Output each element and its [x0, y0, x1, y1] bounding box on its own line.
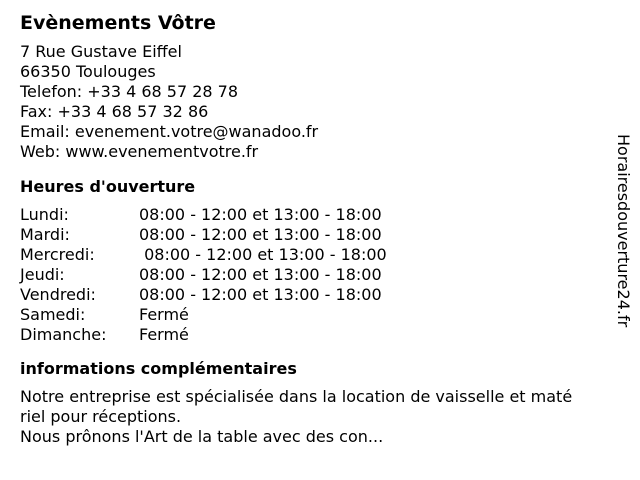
day-hours: Fermé [139, 325, 189, 344]
day-hours: 08:00 - 12:00 et 13:00 - 18:00 [139, 285, 382, 304]
hours-row-friday [20, 285, 620, 305]
hours-row-saturday [20, 305, 620, 325]
day-label: Jeudi: [20, 265, 65, 284]
day-hours: Fermé [139, 305, 189, 324]
info-line: Notre entreprise est spécialisée dans la location de vaisselle et maté [20, 387, 573, 406]
day-hours: 08:00 - 12:00 et 13:00 - 18:00 [139, 245, 387, 264]
hours-row-sunday [20, 325, 620, 345]
business-name: Evènements Vôtre [20, 12, 216, 34]
day-label: Mardi: [20, 225, 70, 244]
hours-row-tuesday [20, 225, 620, 245]
opening-hours-table [20, 205, 620, 345]
fax-number: Fax: +33 4 68 57 32 86 [20, 102, 209, 121]
additional-info-text [20, 387, 620, 447]
day-label: Vendredi: [20, 285, 96, 304]
watermark [612, 134, 634, 370]
day-label: Dimanche: [20, 325, 107, 344]
website-address: Web: www.evenementvotre.fr [20, 142, 259, 161]
contact-details [20, 42, 620, 162]
phone-number: Telefon: +33 4 68 57 28 78 [20, 82, 239, 101]
info-line: Nous prônons l'Art de la table avec des con... [20, 427, 384, 446]
email-address: Email: evenement.votre@wanadoo.fr [20, 122, 319, 141]
hours-row-monday [20, 205, 620, 225]
business-card [20, 10, 620, 447]
additional-info-heading: informations complémentaires [20, 359, 297, 378]
info-line: riel pour réceptions. [20, 407, 182, 426]
day-hours: 08:00 - 12:00 et 13:00 - 18:00 [139, 205, 382, 224]
day-hours: 08:00 - 12:00 et 13:00 - 18:00 [139, 265, 382, 284]
hours-row-thursday [20, 265, 620, 285]
day-label: Samedi: [20, 305, 86, 324]
street-address: 7 Rue Gustave Eiffel [20, 42, 182, 61]
hours-row-wednesday [20, 245, 620, 265]
day-hours: 08:00 - 12:00 et 13:00 - 18:00 [139, 225, 382, 244]
day-label: Lundi: [20, 205, 69, 224]
postal-city: 66350 Toulouges [20, 62, 156, 81]
watermark-text: Horairesdouverture24.fr [614, 134, 633, 328]
day-label: Mercredi: [20, 245, 95, 264]
opening-hours-heading: Heures d'ouverture [20, 177, 196, 196]
